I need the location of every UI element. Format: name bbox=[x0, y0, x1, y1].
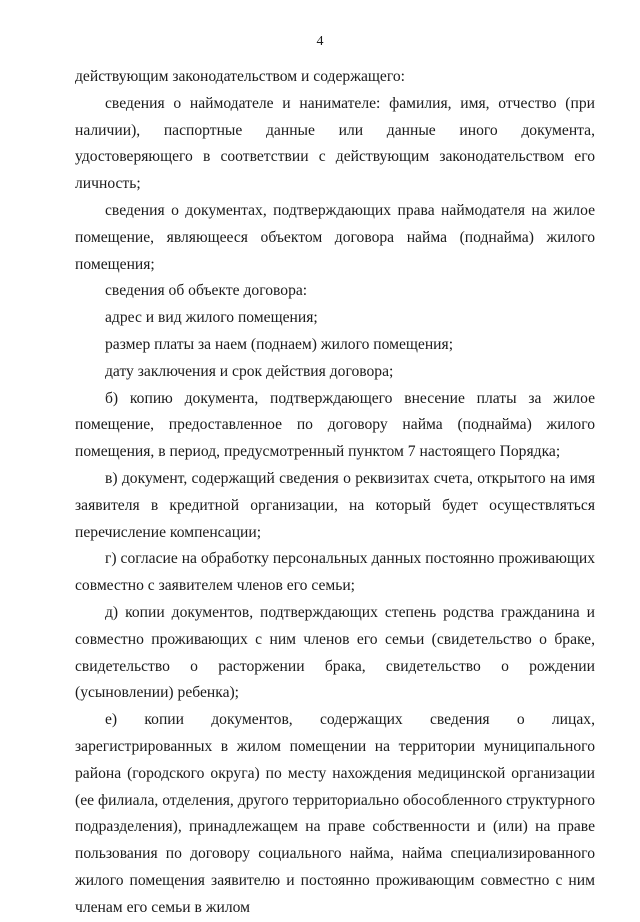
paragraph-continuation: действующим законодательством и содержащего: bbox=[75, 68, 405, 85]
paragraph-landlord-tenant-info: сведения о наймодателе и нанимателе: фамилия, имя, отчество (при наличии), паспортные данные или данные иного документа, удостоверяющего в соответствии с действующим законодательством его личность; bbox=[75, 94, 595, 193]
paragraph-item-v: в) документ, содержащий сведения о реквизитах счета, открытого на имя заявителя в кредитной организации, на который будет осуществляться перечисление компенсации; bbox=[75, 469, 595, 541]
paragraph-landlord-rights-documents: сведения о документах, подтверждающих права наймодателя на жилое помещение, являющееся объектом договора найма (поднайма) жилого помещения; bbox=[75, 201, 595, 273]
paragraph-item-b: б) копию документа, подтверждающего внесение платы за жилое помещение, предоставленное по договору найма (поднайма) жилого помещения, в период, предусмотренный пунктом 7 настоящего Порядка; bbox=[75, 389, 595, 461]
paragraph-item-e: е) копии документов, содержащих сведения о лицах, зарегистрированных в жилом помещении на территории муниципального района (городского округа) по месту нахождения медицинской организации (ее филиала, отделения, другого территориально обособленного структурного подразделения), принадлежащем на праве собственности и (или) на праве пользования по договору социального найма, найма специализированного жилого помещения заявителю и постоянно проживающим совместно с ним членам его семьи в жилом bbox=[75, 711, 595, 916]
paragraph-item-d: д) копии документов, подтверждающих степень родства гражданина и совместно проживающих с ним членов его семьи (свидетельство о браке, свидетельство о расторжении брака, свидетельство о рождении (усыновлении) ребенка); bbox=[75, 603, 595, 702]
paragraph-contract-object: сведения об объекте договора: bbox=[105, 282, 308, 300]
paragraph-item-g: г) согласие на обработку персональных данных постоянно проживающих совместно с заявителем членов его семьи; bbox=[75, 550, 595, 595]
paragraph-contract-date-term: дату заключения и срок действия договора; bbox=[105, 362, 394, 380]
page-number: 4 bbox=[316, 34, 324, 49]
paragraph-rent-amount: размер платы за наем (поднаем) жилого помещения; bbox=[105, 335, 454, 353]
paragraph-address-type: адрес и вид жилого помещения; bbox=[105, 309, 318, 327]
document-body bbox=[75, 64, 595, 922]
